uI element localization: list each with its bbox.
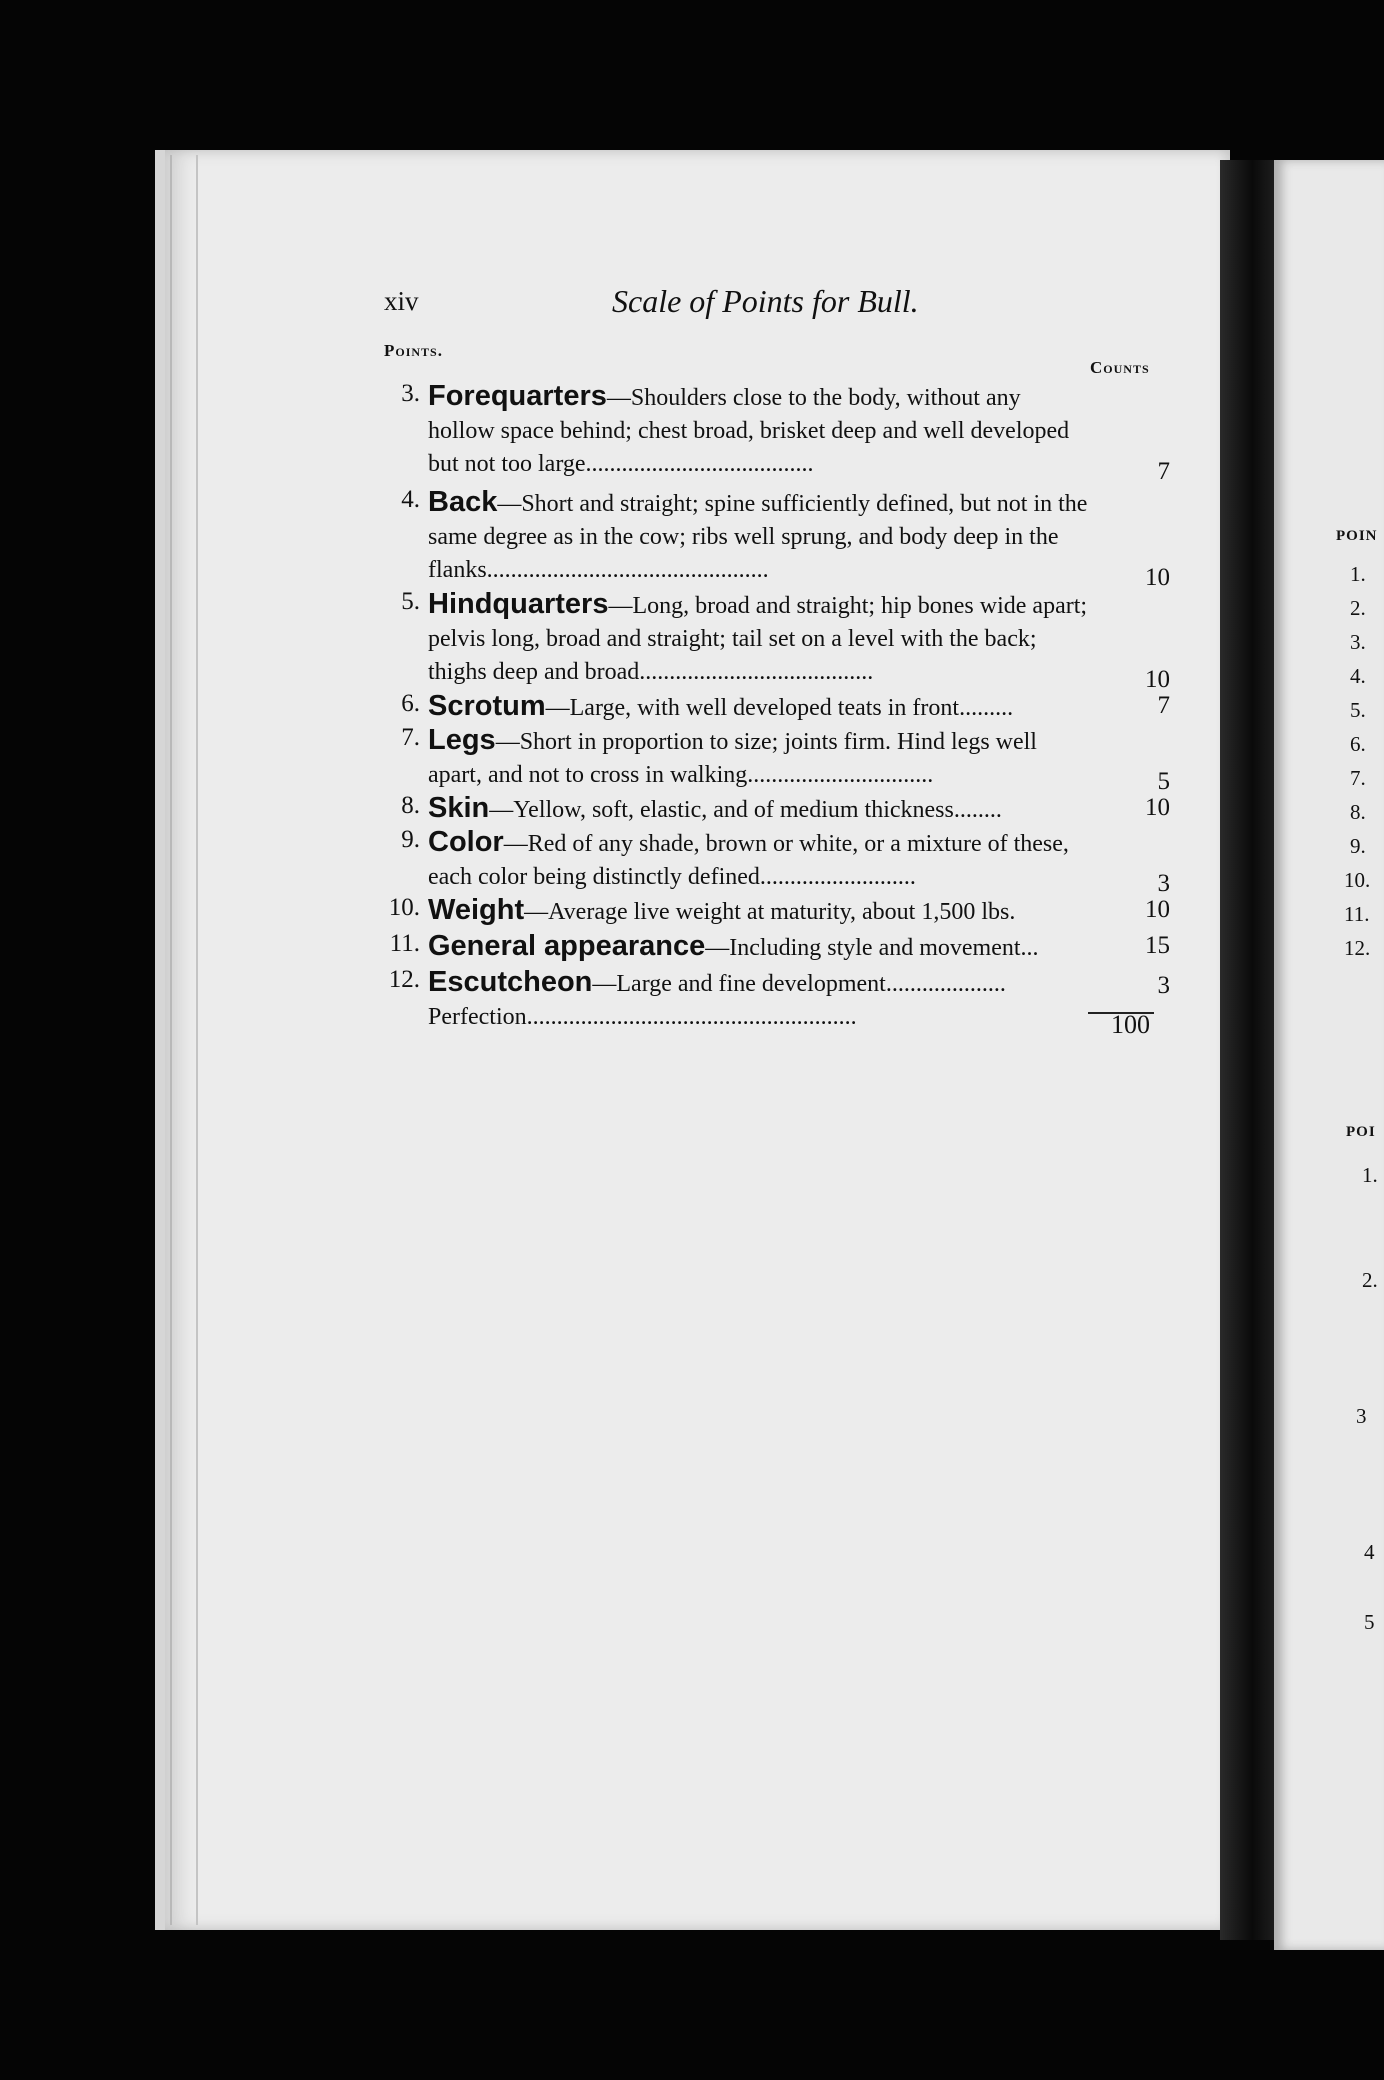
entry-description: —Average live weight at maturity, about 1,500 lbs. — [524, 899, 1016, 925]
entry-description: —Large, with well developed teats in front......... — [545, 695, 1014, 721]
entry-body — [428, 894, 1088, 929]
entry-body — [428, 588, 1088, 689]
entry-count: 5 — [1157, 768, 1170, 795]
facing-number: 1. — [1350, 562, 1366, 586]
entry-number: 11. — [389, 930, 420, 957]
counts-column-header: Counts — [1090, 358, 1150, 377]
entry-number: 9. — [401, 826, 420, 853]
entry-body — [428, 792, 1088, 827]
facing-number: 4 — [1364, 1540, 1375, 1564]
entry-description: —Shoulders close to the body, without any hollow space behind; chest broad, brisket deep and well developed but not too large...................................... — [428, 385, 1070, 477]
entry-term: Escutcheon — [428, 966, 593, 998]
entry-count: 10 — [1145, 794, 1170, 821]
entry-count: 10 — [1145, 896, 1170, 923]
facing-page — [1274, 160, 1384, 1950]
entry-count: 10 — [1145, 564, 1170, 591]
entry-count: 7 — [1157, 458, 1170, 485]
page-number: xiv — [384, 286, 419, 316]
total-count: 100 — [1111, 1010, 1150, 1039]
entry-description: —Long, broad and straight; hip bones wide apart; pelvis long, broad and straight; tail set on a level with the back; thighs deep and broad....................................... — [428, 593, 1088, 685]
facing-header: POIN — [1336, 528, 1378, 544]
facing-number: 5 — [1364, 1610, 1375, 1634]
entry-number: 3. — [401, 380, 420, 407]
facing-number: 11. — [1344, 902, 1370, 926]
facing-number: 1. — [1362, 1163, 1378, 1187]
entry-body — [428, 826, 1088, 894]
entry-body — [428, 724, 1088, 792]
entry-term: Forequarters — [428, 380, 607, 412]
facing-number: 2. — [1362, 1268, 1378, 1292]
entry-count: 15 — [1145, 932, 1170, 959]
entry-number: 5. — [401, 588, 420, 615]
entry-description: —Red of any shade, brown or white, or a mixture of these, each color being distinctly defined.......................... — [428, 831, 1069, 890]
entry-number: 7. — [401, 724, 420, 751]
facing-number: 12. — [1344, 936, 1371, 960]
entry-term: Legs — [428, 724, 496, 756]
facing-number: 10. — [1344, 868, 1371, 892]
entry-body — [428, 486, 1088, 587]
entry-term: Scrotum — [428, 690, 546, 722]
entry-body — [428, 380, 1088, 481]
page-title: Scale of Points for Bull. — [612, 283, 919, 319]
entry-body — [428, 690, 1088, 725]
facing-number: 7. — [1350, 766, 1366, 790]
entry-number: 4. — [401, 486, 420, 513]
entry-count: 10 — [1145, 666, 1170, 693]
entry-count: 3 — [1157, 870, 1170, 897]
points-column-header: Points. — [384, 341, 443, 360]
facing-number: 3 — [1356, 1404, 1367, 1428]
entry-term: Color — [428, 826, 504, 858]
entry-number: 12. — [388, 966, 420, 993]
entry-description: —Short and straight; spine sufficiently defined, but not in the same degree as in the cow; ribs well sprung, and body deep in the flanks............................................... — [428, 491, 1088, 583]
entry-count: 7 — [1157, 692, 1170, 719]
total-label: Perfection....................................................... — [428, 1004, 857, 1030]
entry-number: 6. — [401, 690, 420, 717]
entry-term: Weight — [428, 894, 525, 926]
entry-body — [428, 930, 1088, 965]
entry-term: Skin — [428, 792, 490, 824]
page-edge — [170, 155, 198, 1925]
facing-number: 6. — [1350, 732, 1366, 756]
facing-number: 5. — [1350, 698, 1366, 722]
entry-body — [428, 966, 1088, 1001]
entry-description: —Yellow, soft, elastic, and of medium thickness........ — [489, 797, 1002, 823]
entry-count: 3 — [1157, 972, 1170, 999]
entry-description: —Short in proportion to size; joints firm. Hind legs well apart, and not to cross in walking............................... — [428, 729, 1037, 788]
facing-number: 8. — [1350, 800, 1366, 824]
facing-number: 3. — [1350, 630, 1366, 654]
entry-number: 10. — [388, 894, 420, 921]
entry-description: —Large and fine development.................... — [592, 971, 1006, 997]
facing-number: 2. — [1350, 596, 1366, 620]
facing-number: 9. — [1350, 834, 1366, 858]
entry-number: 8. — [401, 792, 420, 819]
entry-term: Back — [428, 486, 498, 518]
facing-number: 4. — [1350, 664, 1366, 688]
entry-description: —Including style and movement... — [705, 935, 1039, 961]
facing-header: POI — [1346, 1124, 1376, 1140]
book-gutter — [1220, 160, 1274, 1940]
entry-term: General appearance — [428, 930, 706, 962]
entry-term: Hindquarters — [428, 588, 609, 620]
